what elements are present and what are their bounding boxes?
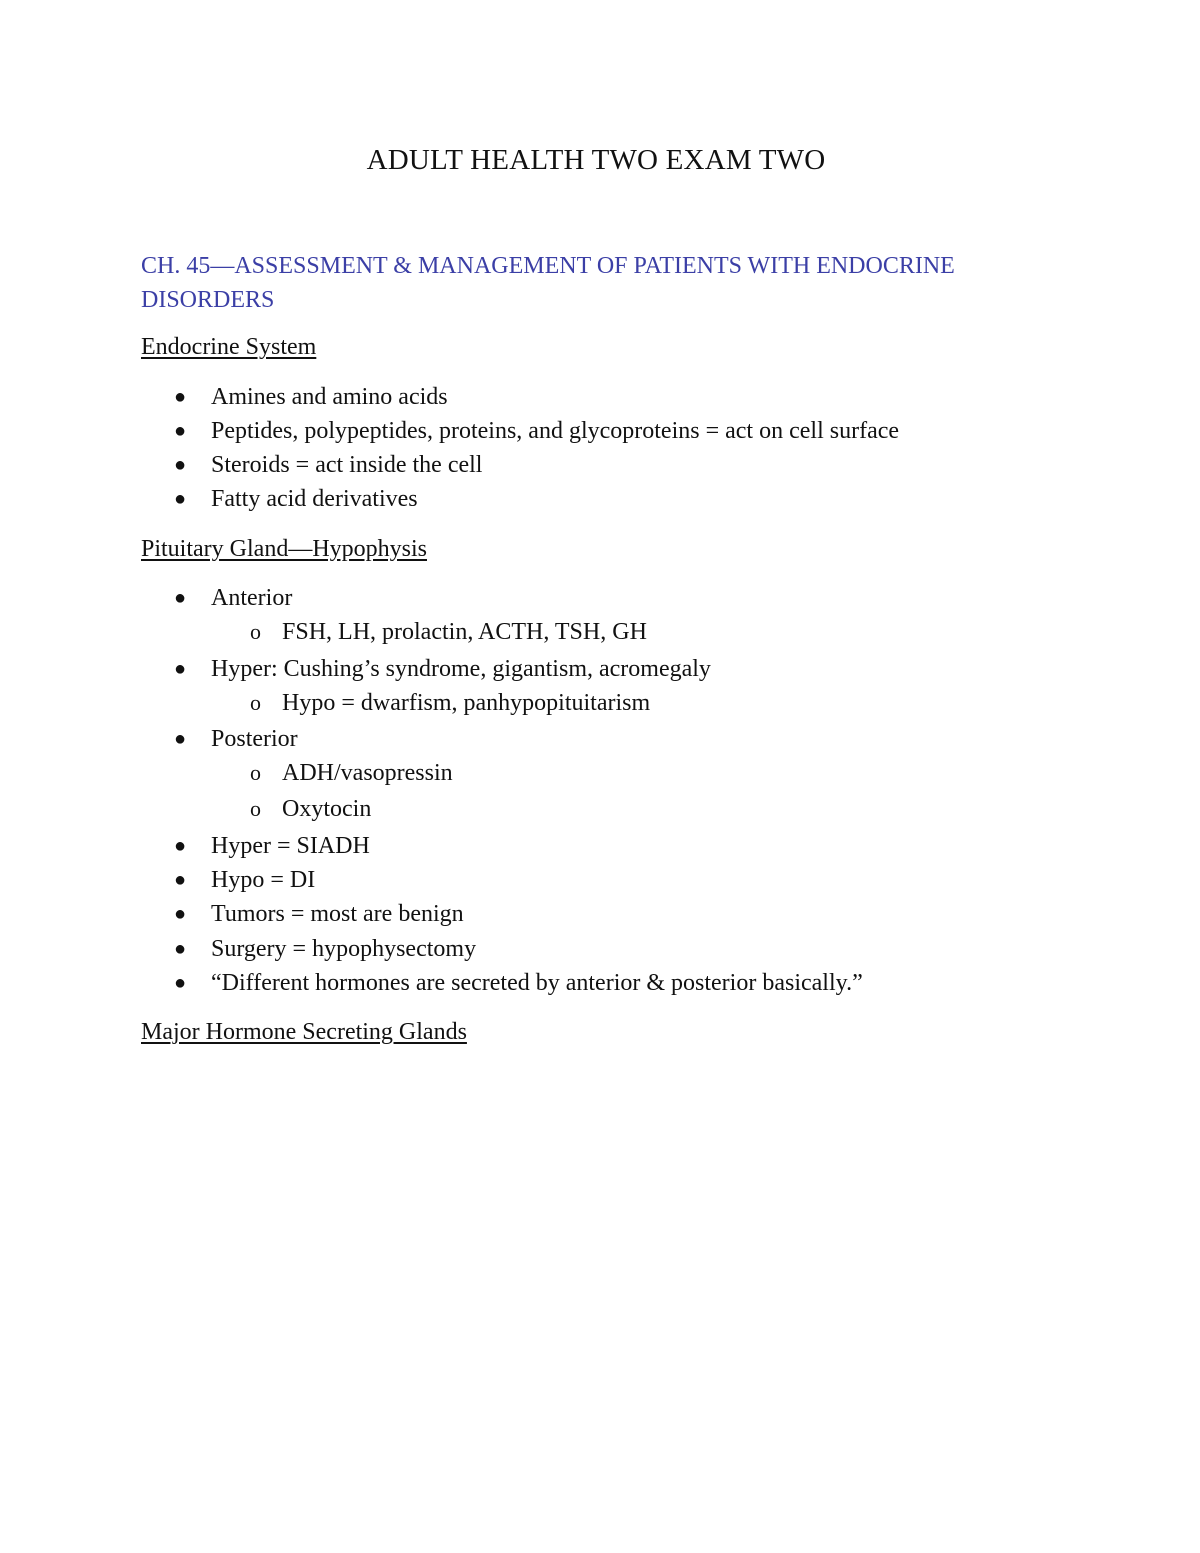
- sub-bullet-icon: o: [250, 619, 261, 644]
- list-item: ● Posterior: [174, 726, 298, 752]
- bullet-icon: ●: [174, 420, 187, 442]
- document-title: ADULT HEALTH TWO EXAM TWO: [366, 144, 826, 176]
- list-item: ● Anterior: [174, 585, 293, 611]
- list-item: ● Steroids = act inside the cell: [174, 452, 483, 478]
- section-heading-pituitary-gland: Pituitary Gland—Hypophysis: [141, 536, 427, 562]
- list-item: ● Peptides, polypeptides, proteins, and glycoproteins = act on cell surface: [174, 418, 900, 444]
- section-heading-major-hormone-secreting-glands: Major Hormone Secreting Glands: [141, 1019, 467, 1045]
- sub-list-item: o Hypo = dwarfism, panhypopituitarism: [250, 690, 651, 716]
- list-item: ● Hyper: Cushing’s syndrome, gigantism, acromegaly: [174, 656, 711, 682]
- sub-list-item: o FSH, LH, prolactin, ACTH, TSH, GH: [250, 619, 647, 645]
- list-item: ● Hyper = SIADH: [174, 833, 370, 859]
- sub-list-item: o ADH/vasopressin: [250, 760, 453, 786]
- bullet-icon: ●: [174, 869, 187, 891]
- sub-list-item: o Oxytocin: [250, 796, 372, 822]
- section-heading-endocrine-system: Endocrine System: [141, 334, 317, 360]
- bullet-icon: ●: [174, 488, 187, 510]
- list-item: ● Fatty acid derivatives: [174, 486, 418, 512]
- bullet-icon: ●: [174, 587, 187, 609]
- list-item: ● Amines and amino acids: [174, 384, 448, 410]
- bullet-icon: ●: [174, 386, 187, 408]
- bullet-icon: ●: [174, 835, 187, 857]
- bullet-icon: ●: [174, 658, 187, 680]
- chapter-heading: CH. 45—ASSESSMENT & MANAGEMENT OF PATIENTS WITH ENDOCRINE DISORDERS: [141, 253, 955, 313]
- sub-bullet-icon: o: [250, 690, 261, 715]
- bullet-icon: ●: [174, 903, 187, 925]
- bullet-icon: ●: [174, 454, 187, 476]
- list-item: ● Hypo = DI: [174, 867, 316, 893]
- list-item: ● Tumors = most are benign: [174, 901, 464, 927]
- bullet-icon: ●: [174, 938, 187, 960]
- list-item: ● Surgery = hypophysectomy: [174, 936, 477, 962]
- sub-bullet-icon: o: [250, 760, 261, 785]
- bullet-icon: ●: [174, 728, 187, 750]
- bullet-icon: ●: [174, 972, 187, 994]
- sub-bullet-icon: o: [250, 796, 261, 821]
- list-item: ● “Different hormones are secreted by anterior & posterior basically.”: [174, 970, 863, 996]
